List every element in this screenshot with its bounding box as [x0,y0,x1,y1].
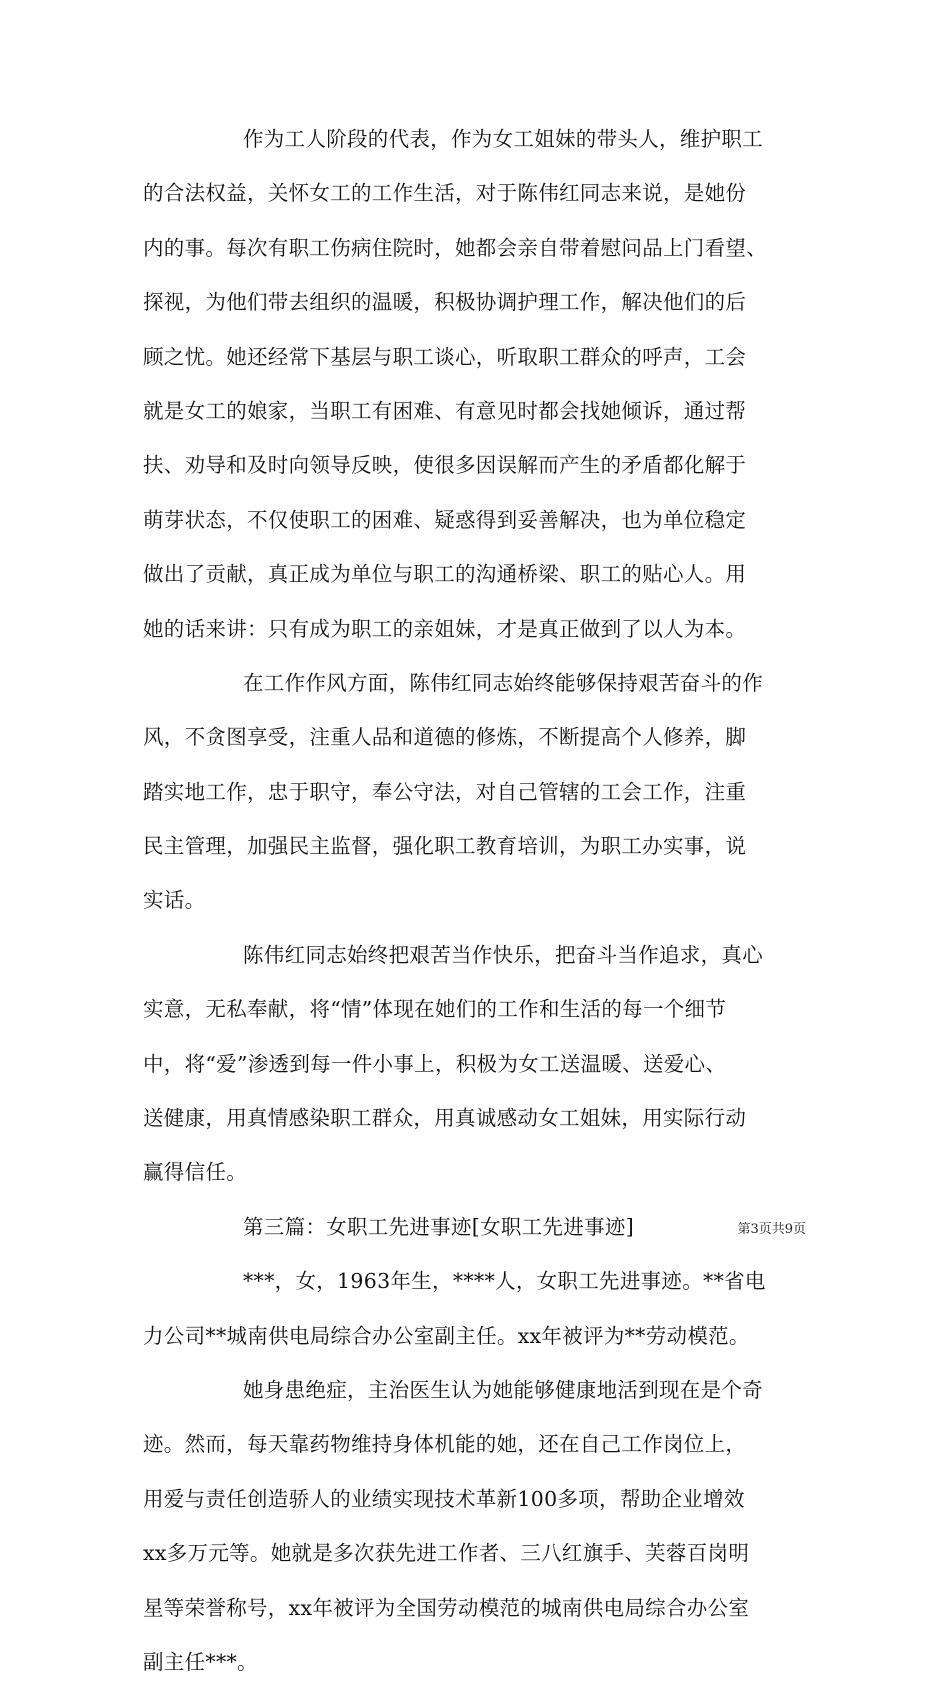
text-line: 第三篇：女职工先进事迹[女职工先进事迹] [243,1214,634,1239]
text-line: 实意，无私奉献，将“情”体现在她们的工作和生活的每一个细节 [143,997,727,1022]
text-line: 陈伟红同志始终把艰苦当作快乐，把奋斗当作追求，真心 [243,942,763,967]
text-line: 萌芽状态，不仅使职工的困难、疑惑得到妥善解决，也为单位稳定 [143,507,747,532]
text-line: 她身患绝症，主治医生认为她能够健康地活到现在是个奇 [243,1377,763,1402]
text-line: 中，将“爱”渗透到每一件小事上，积极为女工送温暖、送爱心、 [143,1051,727,1076]
text-line: 踏实地工作，忠于职守，奉公守法，对自己管辖的工会工作，注重 [143,779,747,804]
document-body [143,112,813,1689]
text-line: 扶、劝导和及时向领导反映，使很多因误解而产生的矛盾都化解于 [143,453,747,478]
text-line: 民主管理，加强民主监督，强化职工教育培训，为职工办实事，说 [143,834,747,859]
text-line: 顾之忧。她还经常下基层与职工谈心，听取职工群众的呼声，工会 [143,344,747,369]
text-line: 副主任***。 [143,1649,258,1674]
text-line: 风，不贪图享受，注重人品和道德的修炼，不断提高个人修养，脚 [143,725,747,750]
text-line: 做出了贡献，真正成为单位与职工的沟通桥梁、职工的贴心人。用 [143,562,747,587]
text-line: ***，女，1963年生，****人，女职工先进事迹。**省电 [243,1269,766,1294]
text-line: 她的话来讲：只有成为职工的亲姐妹，才是真正做到了以人为本。 [143,616,747,641]
text-line: 星等荣誉称号，xx年被评为全国劳动模范的城南供电局综合办公室 [143,1595,750,1620]
text-line: 赢得信任。 [143,1160,247,1185]
page-number: 第3页共9页 [737,1222,806,1237]
text-line: 迹。然而，每天靠药物维持身体机能的她，还在自己工作岗位上， [143,1432,747,1457]
text-line: 内的事。每次有职工伤病住院时，她都会亲自带着慰问品上门看望、 [143,235,767,260]
text-line: 的合法权益，关怀女工的工作生活，对于陈伟红同志来说，是她份 [143,181,747,206]
text-line: xx多万元等。她就是多次获先进工作者、三八红旗手、芙蓉百岗明 [143,1541,750,1566]
text-line: 力公司**城南供电局综合办公室副主任。xx年被评为**劳动模范。 [143,1323,750,1348]
text-line: 探视，为他们带去组织的温暖，积极协调护理工作，解决他们的后 [143,290,747,315]
text-line: 实话。 [143,888,206,913]
text-line: 用爱与责任创造骄人的业绩实现技术革新100多项，帮助企业增效 [143,1486,745,1511]
text-line: 就是女工的娘家，当职工有困难、有意见时都会找她倾诉，通过帮 [143,398,747,423]
text-line: 作为工人阶段的代表，作为女工姐妹的带头人，维护职工 [243,127,763,151]
text-line: 在工作作风方面，陈伟红同志始终能够保持艰苦奋斗的作 [243,670,763,695]
text-line: 送健康，用真情感染职工群众，用真诚感动女工姐妹，用实际行动 [143,1106,747,1131]
